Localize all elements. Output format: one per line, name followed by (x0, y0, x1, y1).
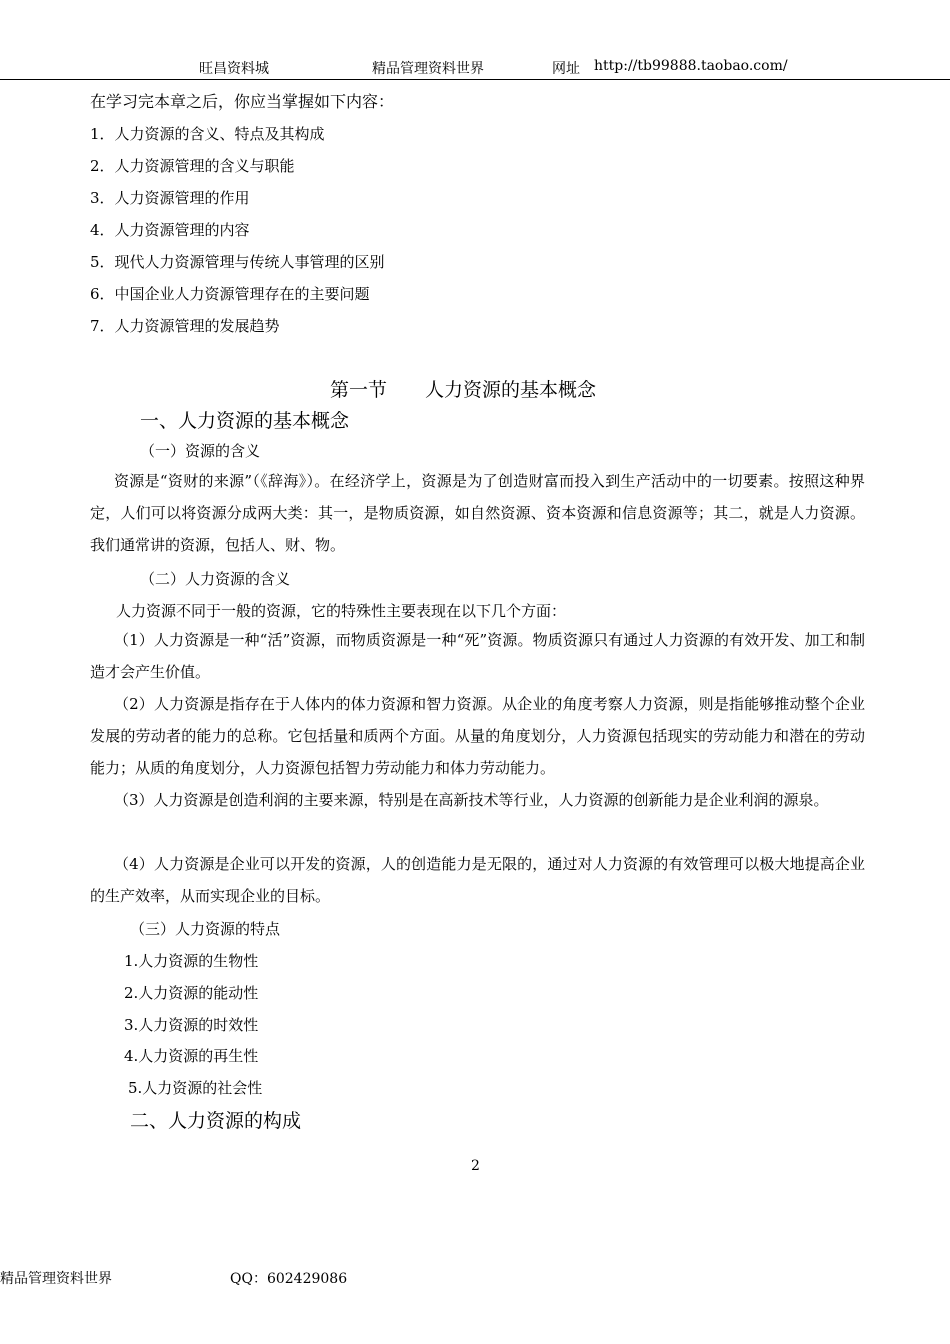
page-number: 2 (471, 1158, 480, 1174)
paragraph-hr-intro: 人力资源不同于一般的资源，它的特殊性主要表现在以下几个方面： (116, 602, 567, 620)
objective-item: 2．人力资源管理的含义与职能 (90, 157, 295, 175)
paragraph-hr-point-4: （4）人力资源是企业可以开发的资源，人的创造能力是无限的，通过对人力资源的有效管理可以极大地提高企业的生产效率，从而实现企业的目标。 (90, 855, 865, 905)
trait-item: 1.人力资源的生物性 (124, 952, 259, 970)
objective-item: 5．现代人力资源管理与传统人事管理的区别 (90, 253, 385, 271)
section-title: 第一节 人力资源的基本概念 (330, 379, 597, 401)
header-url[interactable]: http://tb99888.taobao.com/ (594, 58, 788, 74)
header-shop-name: 旺昌资料城 (199, 61, 269, 77)
header-world-name: 精品管理资料世界 (372, 61, 484, 77)
trait-item: 4.人力资源的再生性 (124, 1047, 259, 1065)
subheading-hr-traits: （三）人力资源的特点 (130, 920, 281, 938)
objective-item: 7．人力资源管理的发展趋势 (90, 317, 280, 335)
subheading-resource-meaning: （一）资源的含义 (140, 442, 261, 460)
trait-item: 3.人力资源的时效性 (124, 1016, 259, 1034)
header-url-label: 网址 (552, 61, 580, 77)
paragraph-hr-point-3: （3）人力资源是创造利润的主要来源，特别是在高新技术等行业，人力资源的创新能力是企业利润的源泉。 (114, 791, 829, 809)
paragraph-resource-definition: 资源是“资财的来源”（《辞海》）。在经济学上，资源是为了创造财富而投入到生产活动中的一切要素。按照这种界定，人们可以将资源分成两大类：其一，是物质资源，如自然资源、资本资源和信息资源等；其二，就是人力资源。我们通常讲的资源，包括人、财、物。 (90, 472, 865, 554)
objective-item: 6．中国企业人力资源管理存在的主要问题 (90, 285, 370, 303)
objective-item: 1．人力资源的含义、特点及其构成 (90, 125, 325, 143)
footer-world-name: 精品管理资料世界 (0, 1271, 112, 1287)
trait-item: 2.人力资源的能动性 (124, 984, 259, 1002)
trait-item: 5.人力资源的社会性 (128, 1079, 263, 1097)
footer-qq: QQ：602429086 (230, 1271, 348, 1287)
objective-item: 4．人力资源管理的内容 (90, 221, 250, 239)
heading-2: 二、人力资源的构成 (130, 1110, 302, 1132)
heading-1: 一、人力资源的基本概念 (140, 410, 350, 432)
subheading-hr-meaning: （二）人力资源的含义 (140, 570, 291, 588)
paragraph-hr-point-1: （1）人力资源是一种“活”资源，而物质资源是一种“死”资源。物质资源只有通过人力资源的有效开发、加工和制造才会产生价值。 (90, 631, 865, 681)
objective-item: 3．人力资源管理的作用 (90, 189, 250, 207)
header-divider (0, 79, 950, 80)
paragraph-hr-point-2: （2）人力资源是指存在于人体内的体力资源和智力资源。从企业的角度考察人力资源，则是指能够推动整个企业发展的劳动者的能力的总称。它包括量和质两个方面。从量的角度划分，人力资源包括现实的劳动能力和潜在的劳动能力；从质的角度划分，人力资源包括智力劳动能力和体力劳动能力。 (90, 695, 865, 777)
intro-heading: 在学习完本章之后，你应当掌握如下内容： (90, 92, 395, 111)
